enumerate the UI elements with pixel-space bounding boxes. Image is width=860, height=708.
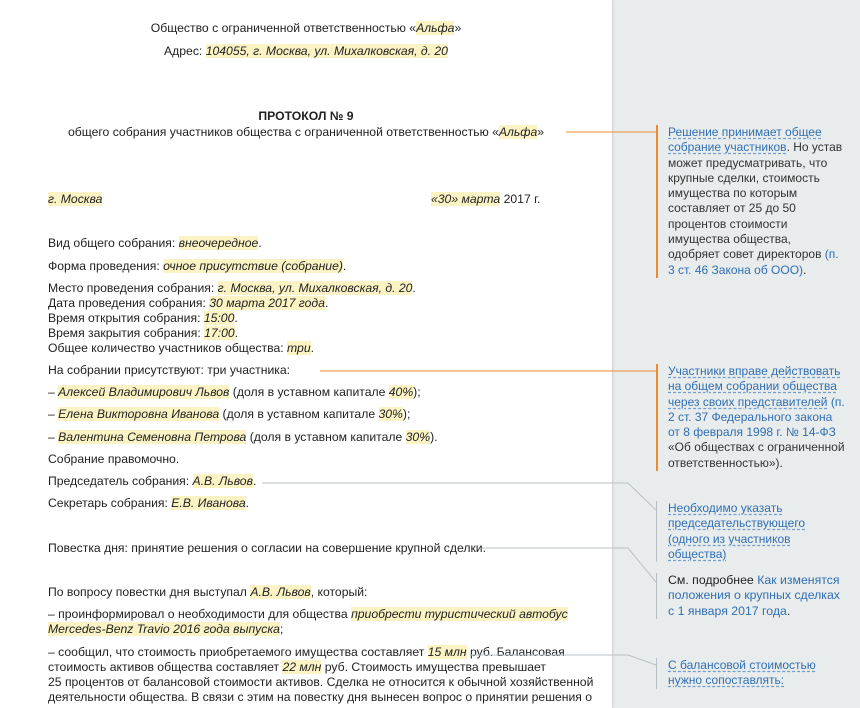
note-large-deal-approval: Решение принимает общее собрание участников. Но устав может предусматривать, что крупные сделки, стоимость имущества по которым составляет от 25 до 50 процентов стоимости имущества общества, одобряет совет директоров (п. 3 ст. 46 Закона об ООО). bbox=[656, 125, 846, 278]
speaker-line: По вопросу повестки дня выступал А.В. Львов, который: bbox=[48, 585, 368, 599]
item2-line-d: деятельности общества. В связи с этим на повестку дня вынесен вопрос о принятии решения о bbox=[48, 690, 593, 704]
item1-line-a: – проинформировал о необходимости для общества приобрести туристический автобус bbox=[48, 607, 568, 621]
participant-row: – Валентина Семеновна Петрова (доля в уставном капитале 30%). bbox=[48, 430, 438, 444]
participant-row: – Алексей Владимирович Львов (доля в уставном капитале 40%); bbox=[48, 385, 421, 399]
protocol-subtitle: общего собрания участников общества с ограниченной ответственностью «Альфа» bbox=[67, 125, 545, 139]
note-2-reference[interactable]: (п. 2 ст. 37 Федерального закона от 8 февраля 1998 г. № 14-ФЗ bbox=[668, 394, 845, 440]
item1-line-b: Mercedes-Benz Travio 2016 года выпуска; bbox=[48, 622, 284, 636]
meeting-type-line: Вид общего собрания: внеочередное. bbox=[48, 236, 262, 250]
note-1-link[interactable]: Решение принимает общее собрание участников bbox=[668, 125, 822, 155]
open-time-line: Время открытия собрания: 15:00. bbox=[48, 311, 238, 325]
agenda-line: Повестка дня: принятие решения о согласии на совершение крупной сделки. bbox=[48, 541, 486, 555]
present-line: На собрании присутствуют: три участника: bbox=[48, 363, 291, 377]
close-time-line: Время закрытия собрания: 17:00. bbox=[48, 326, 239, 340]
protocol-title: ПРОТОКОЛ № 9 bbox=[258, 109, 354, 123]
participant-row: – Елена Викторовна Иванова (доля в уставном капитале 30%); bbox=[48, 407, 411, 421]
secretary-line: Секретарь собрания: Е.В. Иванова. bbox=[48, 496, 250, 510]
note-chairman bbox=[656, 501, 846, 562]
quorum-line: Собрание правомочно. bbox=[48, 452, 180, 466]
subtitle-org-name: Альфа bbox=[498, 125, 538, 139]
note-4-link[interactable]: Как изменятся положения о крупных сделках с 1 января 2017 года bbox=[668, 573, 840, 618]
note-3-link[interactable]: Необходимо указать председательствующего (одного из участников общества) bbox=[668, 501, 806, 561]
address-line: Адрес: 104055, г. Москва, ул. Михалковская, д. 20 bbox=[164, 44, 448, 58]
org-name: Альфа bbox=[416, 21, 455, 35]
participant-count-line: Общее количество участников общества: три. bbox=[48, 341, 314, 355]
form-line: Форма проведения: очное присутствие (собрание). bbox=[48, 259, 347, 273]
item2-line-c: 25 процентов от балансовой стоимости активов. Сделка не относится к обычной хозяйственной bbox=[48, 675, 594, 689]
city: г. Москва bbox=[48, 192, 103, 206]
note-5-link[interactable]: С балансовой стоимостью нужно сопоставлять: bbox=[668, 658, 816, 688]
place-line: Место проведения собрания: г. Москва, ул. Михалковская, д. 20. bbox=[48, 281, 416, 295]
note-representatives: Участники вправе действовать на общем собрании общества через своих представителей (п. 2 ст. 37 Федерального закона от 8 февраля 1998 г. № 14-ФЗ «Об обществах с ограниченной ответственностью»). bbox=[656, 364, 846, 471]
protocol-date: «30» марта 2017 г. bbox=[431, 192, 541, 206]
chair-line: Председатель собрания: А.В. Львов. bbox=[48, 474, 257, 488]
note-1-reference[interactable]: (п. 3 ст. 46 Закона об ООО) bbox=[668, 247, 839, 277]
organization-line: Общество с ограниченной ответственностью «Альфа» bbox=[150, 21, 462, 35]
date-line: Дата проведения собрания: 30 марта 2017 года. bbox=[48, 296, 329, 310]
note-see-more: См. подробнее Как изменятся положения о крупных сделках с 1 января 2017 года. bbox=[656, 573, 846, 619]
note-2-link[interactable]: Участники вправе действовать на общем собрании общества через своих представителей bbox=[668, 364, 841, 409]
note-balance-value bbox=[656, 658, 846, 689]
address-value: 104055, г. Москва, ул. Михалковская, д. 20 bbox=[205, 44, 448, 58]
item2-line-a: – сообщил, что стоимость приобретаемого имущества составляет 15 млн руб. Балансовая bbox=[48, 645, 565, 659]
item2-line-b: стоимость активов общества составляет 22 млн руб. Стоимость имущества превышает bbox=[48, 660, 546, 674]
